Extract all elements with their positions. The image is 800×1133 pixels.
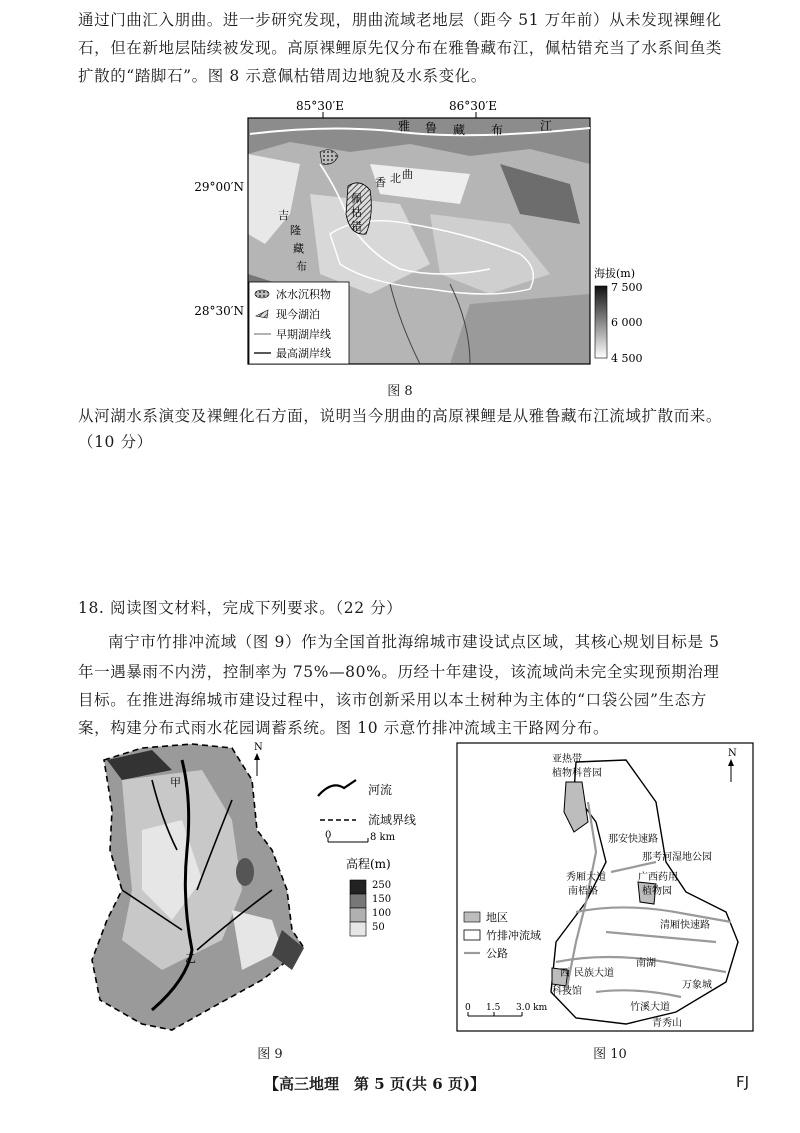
intro-line-3: 扩散的“踏脚石”。图 8 示意佩枯错周边地貌及水系变化。: [78, 67, 487, 85]
q18-para-2: 年一遇暴雨不内涝，控制率为 75%—80%。历经十年建设，该流域尚未完全实现预期治理: [78, 663, 720, 681]
svg-text:隆: 隆: [290, 224, 301, 237]
figure-8-map: [170, 94, 670, 379]
lat-label-2: 28°30′N: [194, 304, 244, 318]
svg-text:河流: 河流: [368, 783, 393, 797]
q17-line-1: 从河湖水系演变及裸鲤化石方面，说明当今朋曲的高原裸鲤是从雅鲁藏布江流域扩散而来。: [78, 407, 723, 425]
svg-text:那考河湿地公园: 那考河湿地公园: [642, 852, 712, 863]
elevation-scale: [594, 266, 643, 365]
q18-para-1: 南宁市竹排冲流域（图 9）作为全国首批海绵城市建设试点区域，其核心规划目标是 5: [108, 633, 720, 651]
figure-10-caption: 图 10: [593, 1047, 627, 1062]
svg-text:0: 0: [325, 830, 332, 841]
svg-text:100: 100: [372, 908, 392, 919]
figure-8-caption: 图 8: [387, 384, 413, 399]
svg-text:公路: 公路: [486, 947, 508, 960]
svg-text:流域界线: 流域界线: [368, 813, 417, 827]
lat-label-1: 29°00′N: [194, 180, 244, 194]
svg-text:鲁: 鲁: [425, 121, 438, 135]
svg-text:1.5: 1.5: [486, 1003, 501, 1013]
legend-early-shore: 早期湖岸线: [276, 328, 331, 341]
q18-heading: 18. 阅读图文材料，完成下列要求。（22 分）: [78, 599, 403, 617]
lon-label-2: 86°30′E: [448, 99, 498, 113]
svg-text:北: 北: [390, 172, 401, 185]
fig8-legend: [249, 282, 349, 364]
svg-text:N: N: [254, 742, 263, 753]
svg-text:亚热带: 亚热带: [552, 754, 582, 765]
svg-text:佩: 佩: [351, 192, 362, 205]
svg-text:7 500: 7 500: [611, 281, 643, 294]
svg-text:雅: 雅: [398, 119, 411, 133]
fig9-legend: [318, 780, 416, 936]
svg-text:高程(m): 高程(m): [346, 857, 391, 871]
svg-text:竹溪大道: 竹溪大道: [630, 1002, 670, 1013]
svg-text:8 km: 8 km: [370, 832, 396, 843]
svg-text:150: 150: [372, 894, 392, 905]
svg-text:吉: 吉: [278, 209, 289, 222]
svg-text:秀厢大道: 秀厢大道: [566, 872, 606, 883]
svg-text:植物科普园: 植物科普园: [552, 768, 602, 779]
svg-text:科技馆: 科技馆: [552, 986, 582, 997]
svg-text:3.0 km: 3.0 km: [516, 1003, 548, 1013]
figure-9-caption: 图 9: [257, 1047, 283, 1062]
q18-para-3: 目标。在推进海绵城市建设过程中，该市创新采用以本土树种为主体的“口袋公园”生态方: [78, 691, 707, 709]
svg-text:6 000: 6 000: [611, 316, 643, 329]
intro-line-2: 石，但在新地层陆续被发现。高原裸鲤原先仅分布在雅鲁藏布江，佩枯错充当了水系间鱼类: [78, 39, 723, 57]
svg-text:竹排冲流域: 竹排冲流域: [486, 929, 541, 942]
footer-code: FJ: [736, 1073, 750, 1091]
footer-page-info: 【高三地理 第 5 页(共 6 页)】: [264, 1075, 485, 1093]
intro-line-1: 通过门曲汇入朋曲。进一步研究发现，朋曲流域老地层（距今 51 万年前）从未发现裸鲤化: [78, 11, 722, 29]
figure-9-map: [82, 740, 442, 1040]
svg-text:布: 布: [491, 123, 504, 137]
svg-text:0: 0: [465, 1003, 471, 1013]
svg-text:250: 250: [372, 880, 392, 891]
svg-text:4 500: 4 500: [611, 352, 643, 365]
svg-text:藏: 藏: [293, 242, 304, 255]
svg-text:枯: 枯: [351, 206, 362, 219]
north-arrow: [254, 742, 263, 776]
svg-text:民族大道: 民族大道: [574, 968, 614, 979]
figure-10-map: [456, 742, 754, 1032]
svg-text:江: 江: [540, 119, 553, 133]
legend-lake: 现今湖泊: [276, 308, 320, 321]
svg-text:广西药用: 广西药用: [638, 872, 678, 883]
svg-text:布: 布: [296, 260, 307, 273]
svg-text:南湖: 南湖: [636, 958, 656, 969]
svg-text:藏: 藏: [453, 123, 466, 137]
svg-text:50: 50: [372, 922, 385, 933]
yi-label: 乙: [185, 952, 196, 965]
lon-label-1: 85°30′E: [295, 99, 345, 113]
svg-text:N: N: [728, 748, 737, 759]
peiku-label: [351, 191, 362, 233]
jia-label: 甲: [170, 776, 181, 789]
svg-text:错: 错: [351, 220, 362, 233]
svg-text:地区: 地区: [486, 911, 508, 924]
svg-text:南梧路: 南梧路: [568, 886, 598, 897]
svg-text:曲: 曲: [402, 168, 413, 181]
svg-text:香: 香: [375, 176, 386, 189]
svg-text:清厢快速路: 清厢快速路: [660, 920, 710, 931]
q18-para-4: 案，构建分布式雨水花园调蓄系统。图 10 示意竹排冲流域主干路网分布。: [78, 719, 610, 737]
svg-text:西: 西: [560, 968, 570, 979]
svg-text:万象城: 万象城: [682, 980, 712, 991]
legend-max-shore: 最高湖岸线: [276, 347, 331, 360]
svg-text:植物园: 植物园: [642, 886, 672, 897]
svg-text:那安快速路: 那安快速路: [608, 834, 658, 845]
svg-text:青秀山: 青秀山: [652, 1018, 682, 1029]
q17-line-2: （10 分）: [78, 433, 153, 451]
svg-text:海拔(m): 海拔(m): [594, 267, 636, 280]
legend-glacial: 冰水沉积物: [276, 288, 331, 301]
